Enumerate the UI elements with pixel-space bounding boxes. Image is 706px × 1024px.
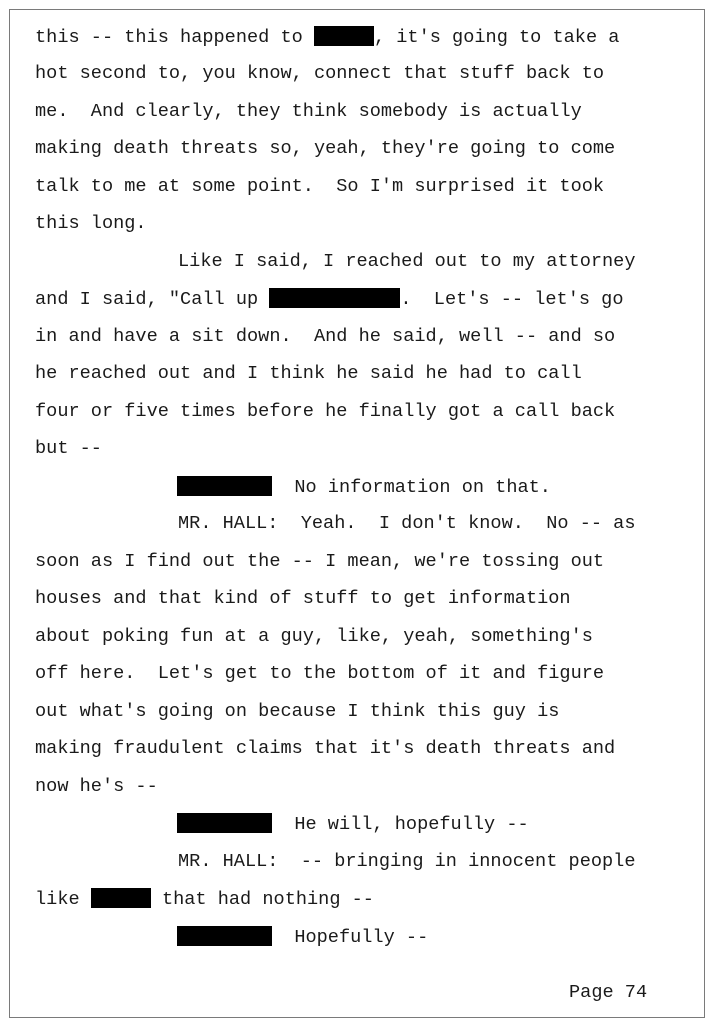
- transcript-line-13: No information on that.: [177, 476, 551, 498]
- transcript-line-25: Hopefully --: [177, 926, 428, 948]
- transcript-line-1: this -- this happened to , it's going to take a: [35, 27, 620, 48]
- transcript-line-2: hot second to, you know, connect that stuff back to: [35, 63, 605, 84]
- transcript-line-8: and I said, "Call up . Let's -- let's go: [35, 289, 624, 310]
- transcript-line-17: about poking fun at a guy, like, yeah, something's: [35, 626, 593, 647]
- transcript-line-20: making fraudulent claims that it's death threats and: [35, 738, 616, 759]
- redaction-block: [177, 926, 272, 946]
- redaction-block: [91, 888, 151, 908]
- transcript-line-16: houses and that kind of stuff to get information: [35, 588, 571, 609]
- transcript-line-22: He will, hopefully --: [177, 813, 529, 835]
- transcript-line-9: in and have a sit down. And he said, well -- and so: [35, 326, 616, 347]
- redaction-block: [177, 476, 272, 496]
- transcript-line-11: four or five times before he finally got a call back: [35, 401, 616, 422]
- transcript-line-23: MR. HALL: -- bringing in innocent people: [178, 851, 636, 872]
- transcript-line-14: MR. HALL: Yeah. I don't know. No -- as: [178, 513, 636, 534]
- transcript-line-18: off here. Let's get to the bottom of it and figure: [35, 663, 605, 684]
- transcript-line-21: now he's --: [35, 776, 158, 797]
- redaction-block: [177, 813, 272, 833]
- transcript-line-3: me. And clearly, they think somebody is actually: [35, 101, 582, 122]
- transcript-line-6: this long.: [35, 213, 147, 234]
- transcript-line-24: like that had nothing --: [35, 889, 374, 910]
- transcript-line-19: out what's going on because I think this guy is: [35, 701, 560, 722]
- transcript-line-4: making death threats so, yeah, they're going to come: [35, 138, 616, 159]
- transcript-line-12: but --: [35, 438, 102, 459]
- page-number: Page 74: [569, 982, 648, 1003]
- transcript-line-5: talk to me at some point. So I'm surprised it took: [35, 176, 605, 197]
- redaction-block: [314, 26, 374, 46]
- transcript-line-7: Like I said, I reached out to my attorney: [178, 251, 636, 272]
- transcript-line-10: he reached out and I think he said he had to call: [35, 363, 582, 384]
- redaction-block: [269, 288, 400, 308]
- transcript-line-15: soon as I find out the -- I mean, we're tossing out: [35, 551, 605, 572]
